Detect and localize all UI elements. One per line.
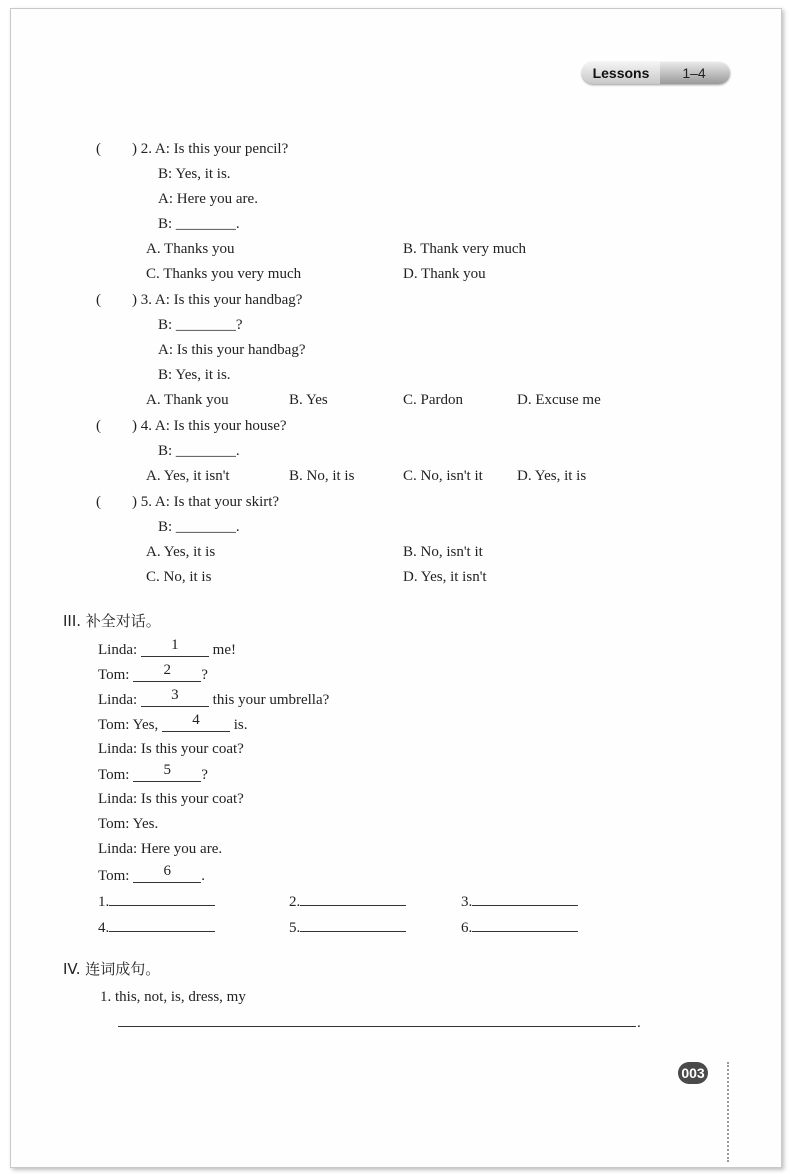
speaker: Tom: [98, 868, 134, 884]
answer-line-2[interactable] [289, 891, 406, 911]
dialog-line: B: ________? [158, 317, 243, 333]
page-number: 003 [678, 1062, 708, 1084]
dialog-row-3 [98, 687, 330, 709]
dialog-text: this your umbrella? [208, 692, 330, 708]
dialog-line: B: ________. [158, 216, 240, 232]
option-d: D. Yes, it is [517, 468, 587, 484]
answer-blank[interactable] [472, 891, 578, 906]
answer-label: 3. [461, 894, 473, 910]
dialog-row-2 [98, 662, 208, 684]
dialog-line: B: ________. [158, 519, 240, 535]
answer-paren: ( [96, 494, 101, 510]
margin-dots [727, 1062, 729, 1162]
blank-number: 1 [171, 637, 179, 653]
dialog-row-7: Linda: Is this your coat? [98, 791, 244, 807]
sentence-period: . [637, 1015, 641, 1031]
question-stem: ) 3. A: Is this your handbag? [132, 292, 303, 308]
option-d: D. Excuse me [517, 392, 601, 408]
speaker: Tom: [98, 667, 134, 683]
option-c: C. Pardon [403, 392, 463, 408]
question-stem: ) 4. A: Is this your house? [132, 418, 287, 434]
answer-blank[interactable] [300, 891, 406, 906]
blank-6 [133, 863, 201, 883]
lessons-label: Lessons [582, 62, 660, 84]
dialog-text: is. [229, 717, 248, 733]
dialog-row-10 [98, 863, 205, 885]
option-a: A. Yes, it is [146, 544, 216, 560]
answer-paren: ( [96, 292, 101, 308]
answer-blank[interactable] [472, 917, 578, 932]
blank-3 [141, 687, 209, 707]
answer-blank[interactable] [109, 917, 215, 932]
speaker: Linda: [98, 692, 141, 708]
answer-line-5[interactable] [289, 917, 406, 937]
answer-line-6[interactable] [461, 917, 578, 937]
option-a: A. Thanks you [146, 241, 235, 257]
option-a: A. Yes, it isn't [146, 468, 230, 484]
option-c: C. Thanks you very much [146, 266, 302, 282]
dialog-line: B: Yes, it is. [158, 367, 231, 383]
answer-paren: ( [96, 418, 101, 434]
dialog-row-1 [98, 637, 236, 659]
option-b: B. No, isn't it [403, 544, 483, 560]
blank-number: 4 [192, 712, 200, 728]
blank-1 [141, 637, 209, 657]
blank-number: 5 [163, 762, 171, 778]
dialog-line: A: Here you are. [158, 191, 258, 207]
blank-2 [133, 662, 201, 682]
question-stem: ) 2. A: Is this your pencil? [132, 141, 289, 157]
answer-label: 6. [461, 920, 473, 936]
blank-5 [133, 762, 201, 782]
answer-blank[interactable] [300, 917, 406, 932]
option-b: B. Thank very much [403, 241, 527, 257]
blank-number: 3 [171, 687, 179, 703]
answer-line-3[interactable] [461, 891, 578, 911]
option-b: B. No, it is [289, 468, 355, 484]
option-c: C. No, it is [146, 569, 212, 585]
answer-label: 1. [98, 894, 110, 910]
dialog-row-6 [98, 762, 208, 784]
section-4-title: IV. 连词成句。 [63, 960, 161, 978]
section-3-title: III. 补全对话。 [63, 612, 161, 630]
sentence-answer-line[interactable] [118, 1026, 636, 1027]
question-stem: ) 5. A: Is that your skirt? [132, 494, 280, 510]
lesson-range: 1–4 [682, 65, 706, 81]
answer-label: 4. [98, 920, 110, 936]
option-c: C. No, isn't it [403, 468, 483, 484]
blank-number: 6 [163, 863, 171, 879]
blank-number: 2 [163, 662, 171, 678]
dialog-text: ? [201, 767, 208, 783]
dialog-text: . [201, 868, 205, 884]
option-a: A. Thank you [146, 392, 229, 408]
option-b: B. Yes [289, 392, 328, 408]
speaker: Tom: [98, 767, 134, 783]
speaker: Tom: Yes, [98, 717, 162, 733]
answer-label: 5. [289, 920, 301, 936]
answer-label: 2. [289, 894, 301, 910]
blank-4 [162, 712, 230, 732]
answer-blank[interactable] [109, 891, 215, 906]
dialog-line: A: Is this your handbag? [158, 342, 306, 358]
dialog-row-8: Tom: Yes. [98, 816, 159, 832]
dialog-line: B: ________. [158, 443, 240, 459]
sentence-item-1: 1. this, not, is, dress, my [100, 989, 246, 1005]
option-d: D. Thank you [403, 266, 486, 282]
dialog-line: B: Yes, it is. [158, 166, 231, 182]
answer-paren: ( [96, 141, 101, 157]
lesson-badge [582, 62, 730, 84]
dialog-row-5: Linda: Is this your coat? [98, 741, 244, 757]
speaker: Linda: [98, 642, 141, 658]
answer-line-1[interactable] [98, 891, 215, 911]
answer-line-4[interactable] [98, 917, 215, 937]
option-d: D. Yes, it isn't [403, 569, 487, 585]
dialog-row-4 [98, 712, 248, 734]
dialog-row-9: Linda: Here you are. [98, 841, 223, 857]
dialog-text: me! [208, 642, 236, 658]
dialog-text: ? [201, 667, 208, 683]
